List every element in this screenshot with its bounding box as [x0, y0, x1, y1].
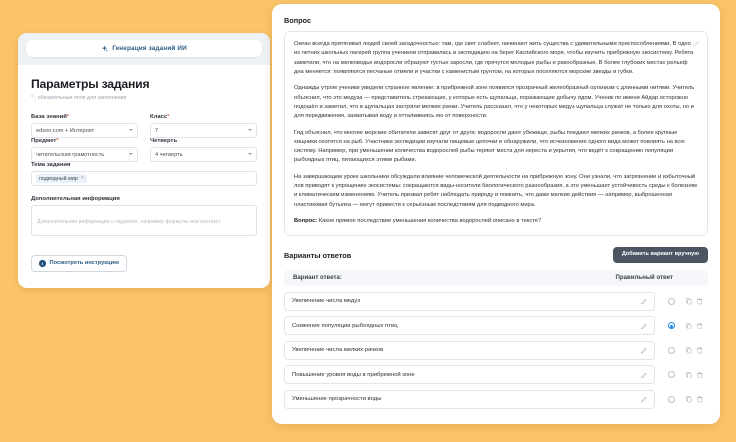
card-bottom-padding	[284, 414, 708, 424]
trash-icon[interactable]	[697, 347, 703, 354]
question-prompt-label: Вопрос:	[294, 218, 318, 224]
answer-row	[284, 390, 708, 409]
fields-row-2	[31, 138, 257, 162]
answers-list	[284, 292, 708, 409]
extra-info-textarea[interactable]	[31, 205, 257, 236]
topic-chip[interactable]	[36, 174, 87, 183]
copy-icon[interactable]	[686, 372, 692, 379]
answer-input[interactable]	[284, 390, 655, 409]
chevron-down-icon	[248, 153, 252, 155]
topic-tag-input[interactable]	[31, 171, 257, 186]
view-instruction-label: Посмотреть инструкцию	[49, 260, 119, 267]
extra-info-field	[31, 196, 257, 236]
question-section-title: Вопрос	[284, 16, 312, 25]
answers-section-title: Варианты ответов	[284, 250, 352, 260]
chevron-down-icon	[248, 129, 252, 131]
column-correct-label: Правильный ответ	[615, 274, 673, 282]
pencil-icon[interactable]	[641, 323, 648, 330]
fields-row-1	[31, 114, 257, 138]
copy-icon[interactable]	[686, 396, 692, 403]
knowledge-base-field	[31, 114, 138, 138]
tab-label: Генерация заданий ИИ	[112, 45, 187, 52]
question-paragraph-1: Океан всегда притягивал людей своей загадочностью: там, где свет слабеет, начинают жить существа с удивительными приспособлениями. В одно из летних школьных лагерей группа учеников отправилась в экспедицию на берег Каспийского моря, чтобы изучить прибрежную экосистему. Ребята заметили, что на мелководье водоросли образуют густые заросли, где прячутся молодые рыбы и ракообразные. В более глубоких местах рельеф дна меняется: появляются песчаные отмели и участки с каменистым грунтом, на которых поселяются морские звезды и губки.	[294, 41, 694, 75]
answer-row-actions	[686, 323, 708, 330]
answer-row	[284, 365, 708, 384]
topic-chip-label: подводный мир	[39, 175, 78, 182]
add-answer-button[interactable]: Добавить вариант вручную	[613, 247, 708, 263]
answer-text: Уменьшение прозрачности воды	[292, 396, 382, 403]
column-answer-label: Вариант ответа:	[293, 274, 342, 282]
answer-text: Увеличение числа мелких рачков	[292, 347, 384, 354]
answer-text: Снижение популяции рыбоядных птиц	[292, 322, 398, 329]
correct-answer-radio[interactable]	[668, 396, 675, 403]
required-marker: *	[56, 138, 59, 144]
grade-label: Класс*	[150, 114, 170, 120]
trash-icon[interactable]	[697, 298, 703, 305]
answer-text: Повышение уровня воды в прибрежной зоне	[292, 371, 415, 378]
question-editor-card	[272, 4, 720, 424]
view-instruction-button[interactable]	[31, 255, 127, 272]
question-paragraph-4: На завершающем уроке школьники обсуждали влияние человеческой деятельности на прибрежную зону. Они узнали, что загрязнение и избыточный лов приводят к упрощению экосистемы: сокращаются виды-носители биологического разнообразия, а это уменьшает устойчивость среды к болезням и климатическим изменениям. Учитель призвал ребят наблюдать природу и помнить, что даже мелкие действия — например, выброшенная пластиковая бутылка — могут привести к серьёзным последствиям для подводного мира.	[294, 173, 697, 208]
answer-input[interactable]	[284, 292, 655, 311]
required-fields-note: * - обязательные поля для заполнения	[31, 95, 127, 101]
required-marker: *	[167, 114, 170, 120]
pencil-icon[interactable]	[641, 372, 648, 379]
copy-icon[interactable]	[686, 323, 692, 330]
quarter-label: Четверть	[150, 138, 178, 144]
answer-text: Увеличение числа медуз	[292, 298, 361, 305]
answer-input[interactable]	[284, 341, 655, 360]
chevron-down-icon	[129, 129, 133, 131]
correct-answer-radio[interactable]	[668, 371, 675, 378]
correct-answer-radio[interactable]	[668, 298, 675, 305]
question-paragraph-2: Однажды утром ученики увидели странное явление: в прибрежной зоне появился прозрачный желеобразный организм с длинными нитями. Учитель объяснил, что это медуза — представитель стрекающих, у которых есть щупальца, поражающие добычу ядом. Ученик по имени Айдар осторожно подошёл и заметил, что в щупальцах застряли мелкие рачки. Учитель рассказал, что у некоторых медуз щупальца служат не только для охоты, но и для передвижения, захватывая воду и отталкиваясь ею от поверхности.	[294, 85, 695, 120]
grade-value: 7	[155, 127, 159, 134]
quarter-value: 4 четверть	[155, 151, 183, 158]
question-prompt	[294, 217, 698, 226]
copy-icon[interactable]	[686, 298, 692, 305]
answer-row-actions	[686, 372, 708, 379]
question-text-box[interactable]	[284, 31, 708, 236]
sparkle-icon	[101, 45, 108, 52]
task-parameters-body	[18, 65, 270, 288]
chevron-down-icon	[129, 153, 133, 155]
quarter-select[interactable]	[150, 147, 257, 162]
knowledge-base-label: База знаний*	[31, 114, 70, 120]
question-paragraph-3: Гид объяснил, что многие морские обитатели зависят друг от друга: водоросли дают убежище, рыбы поедают мелких рачков, а более крупные хищники охотятся на рыб. Участники экспедиции изучали пищевые цепочки и обнаружили, что исчезновение одного вида может повлиять на всю систему. Например, при уменьшении количества водорослей рыбы теряют места для нереста и укрытия, что ведёт к сокращению популяции рыбоядных птиц, питающихся этими рыбами.	[294, 129, 685, 164]
answer-row-actions	[686, 298, 708, 305]
quarter-field	[150, 138, 257, 162]
answer-row-actions	[686, 347, 708, 354]
grade-field	[150, 114, 257, 138]
info-icon: i	[39, 260, 46, 267]
trash-icon[interactable]	[697, 396, 703, 403]
tab-ai-task-generation[interactable]	[26, 40, 262, 57]
left-card-tabbar	[18, 33, 270, 65]
answer-row	[284, 341, 708, 360]
required-marker: *	[66, 114, 70, 120]
correct-answer-radio[interactable]	[668, 347, 675, 354]
pencil-icon[interactable]	[641, 298, 648, 305]
question-prompt-text: Какое прямое последствие уменьшения количества водорослей описано в тексте?	[318, 218, 542, 224]
trash-icon[interactable]	[697, 323, 703, 330]
answers-header	[284, 247, 708, 263]
topic-field	[31, 162, 257, 186]
knowledge-base-value: edsoo.com + Интернет	[36, 127, 95, 134]
answer-input[interactable]	[284, 316, 655, 335]
task-parameters-card	[18, 33, 270, 288]
subject-select[interactable]	[31, 147, 138, 162]
answer-row	[284, 292, 708, 311]
answer-row	[284, 316, 708, 335]
extra-info-placeholder: Дополнительная информация о заданиях, например формулы или контекст	[37, 219, 221, 225]
answer-row-actions	[686, 396, 708, 403]
subject-label: Предмет*	[31, 138, 59, 144]
trash-icon[interactable]	[697, 372, 703, 379]
pencil-icon[interactable]	[641, 396, 648, 403]
subject-field	[31, 138, 138, 162]
correct-answer-radio-selected[interactable]	[668, 322, 675, 329]
pencil-icon[interactable]	[693, 40, 700, 47]
subject-value: читательская грамотность	[36, 151, 105, 158]
pencil-icon[interactable]	[641, 347, 648, 354]
extra-info-label: Дополнительная информация	[31, 196, 120, 202]
copy-icon[interactable]	[686, 347, 692, 354]
knowledge-base-select[interactable]	[31, 123, 138, 138]
answers-column-header	[284, 270, 708, 286]
answer-input[interactable]	[284, 365, 655, 384]
topic-label: Тема задания	[31, 162, 71, 168]
page-title: Параметры задания	[31, 77, 150, 91]
grade-select[interactable]	[150, 123, 257, 138]
close-icon[interactable]: ×	[80, 174, 85, 181]
